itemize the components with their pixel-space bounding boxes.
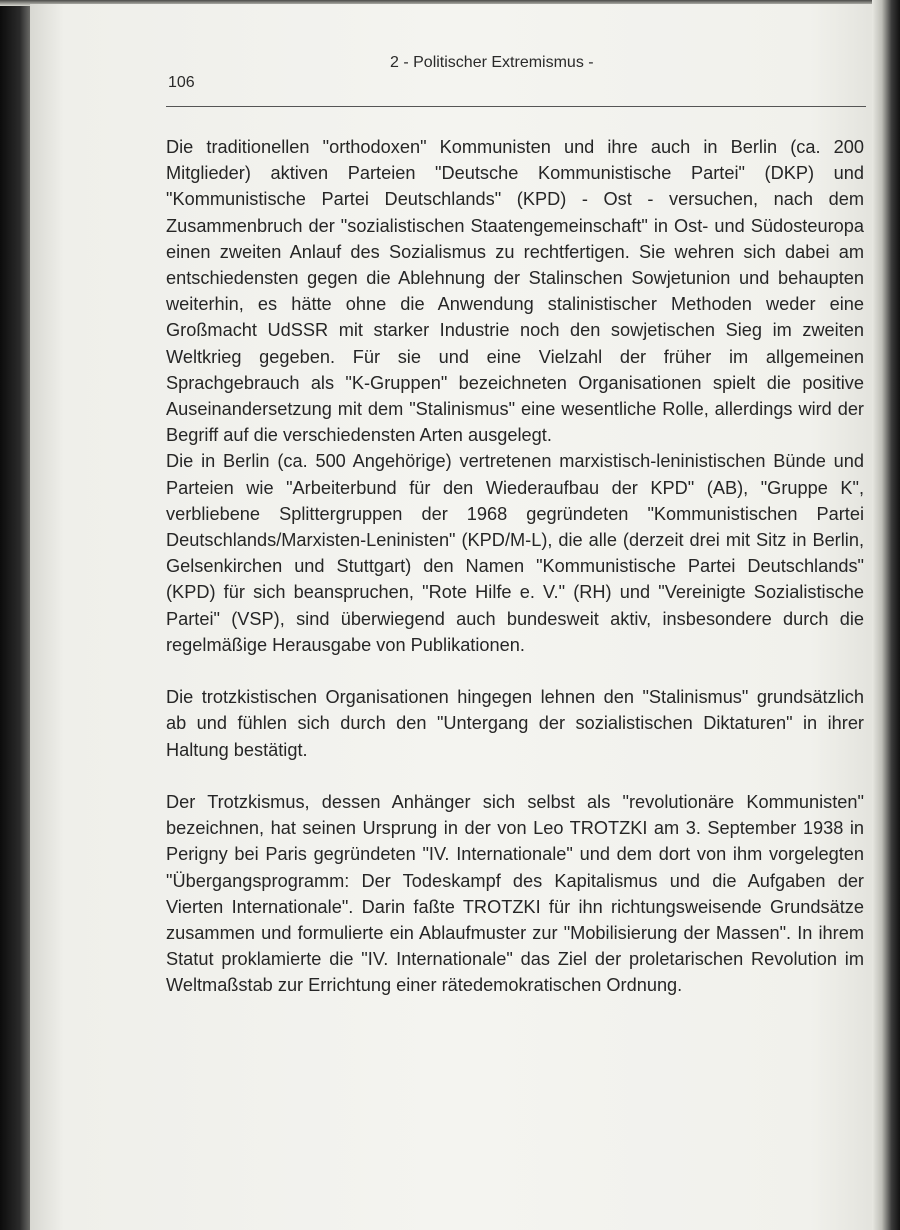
paragraph-orthodox-communists: Die traditionellen "orthodoxen" Kommunisten und ihre auch in Berlin (ca. 200 Mitglieder) aktiven Parteien "Deutsche Kommunistische Partei" (DKP) und "Kommunistische Partei Deutschlands" (KPD) - Ost - versuchen, nach dem Zusammenbruch der "sozialistischen Staatengemeinschaft" in Ost- und Südosteuropa einen zweiten Anlauf des Sozialismus zu rechtfertigen. Sie wehren sich dabei am entschiedensten gegen die Ablehnung der Stalinschen Sowjetunion und behaupten weiterhin, es hätte ohne die Anwendung stalinistischer Methoden weder eine Großmacht UdSSR mit starker Industrie noch den sowjetischen Sieg im zweiten Weltkrieg gegeben. Für sie und eine Vielzahl der früher im allgemeinen Sprachgebrauch als "K-Gruppen" bezeichneten Organisationen spielt die positive Auseinandersetzung mit dem "Stalinismus" eine wesentliche Rolle, allerdings wird der Begriff auf die verschiedensten Arten ausgelegt. (166, 137, 864, 446)
body-text (166, 134, 864, 999)
page-sheet (30, 4, 878, 1230)
page-stack-edge (872, 0, 900, 1230)
paragraph-trotskyist-organisations: Die trotzkistischen Organisationen hingegen lehnen den "Stalinismus" grundsätzlich ab und fühlen sich durch den "Untergang der sozialistischen Diktaturen" in ihrer Haltung bestätigt. (166, 687, 864, 760)
running-head: 2 - Politischer Extremismus - (390, 54, 594, 71)
page-number: 106 (168, 74, 195, 91)
paragraph-trotskyism-origin: Der Trotzkismus, dessen Anhänger sich selbst als "revolutionäre Kommunisten" bezeichnen, hat seinen Ursprung in der von Leo TROTZKI am 3. September 1938 in Perigny bei Paris gegründeten "IV. Internationale" und dem dort von ihm vorgelegten "Übergangsprogramm: Der Todeskampf des Kapitalismus und die Aufgaben der Vierten Internationale". Darin faßte TROTZKI für ihn richtungsweisende Grundsätze zusammen und formulierte ein Ablaufmuster zur "Mobilisierung der Massen". In ihrem Statut proklamierte die "IV. Internationale" das Ziel der proletarischen Revolution im Weltmaßstab zur Errichtung einer rätedemokratischen Ordnung. (166, 792, 864, 996)
header-rule (166, 106, 866, 107)
paragraph-marxist-leninist-groups: Die in Berlin (ca. 500 Angehörige) vertretenen marxistisch-leninistischen Bünde und Parteien wie "Arbeiterbund für den Wiederaufbau der KPD" (AB), "Gruppe K", verbliebene Splittergruppen der 1968 gegründeten "Kommunistischen Partei Deutschlands/Marxisten-Leninisten" (KPD/M-L), die alle (derzeit drei mit Sitz in Berlin, Gelsenkirchen und Stuttgart) den Namen "Kommunistische Partei Deutschlands" (KPD) für sich beanspruchen, "Rote Hilfe e. V." (RH) und "Vereinigte Sozialistische Partei" (VSP), sind überwiegend auch bundesweit aktiv, insbesondere durch die regelmäßige Herausgabe von Publikationen. (166, 451, 864, 655)
